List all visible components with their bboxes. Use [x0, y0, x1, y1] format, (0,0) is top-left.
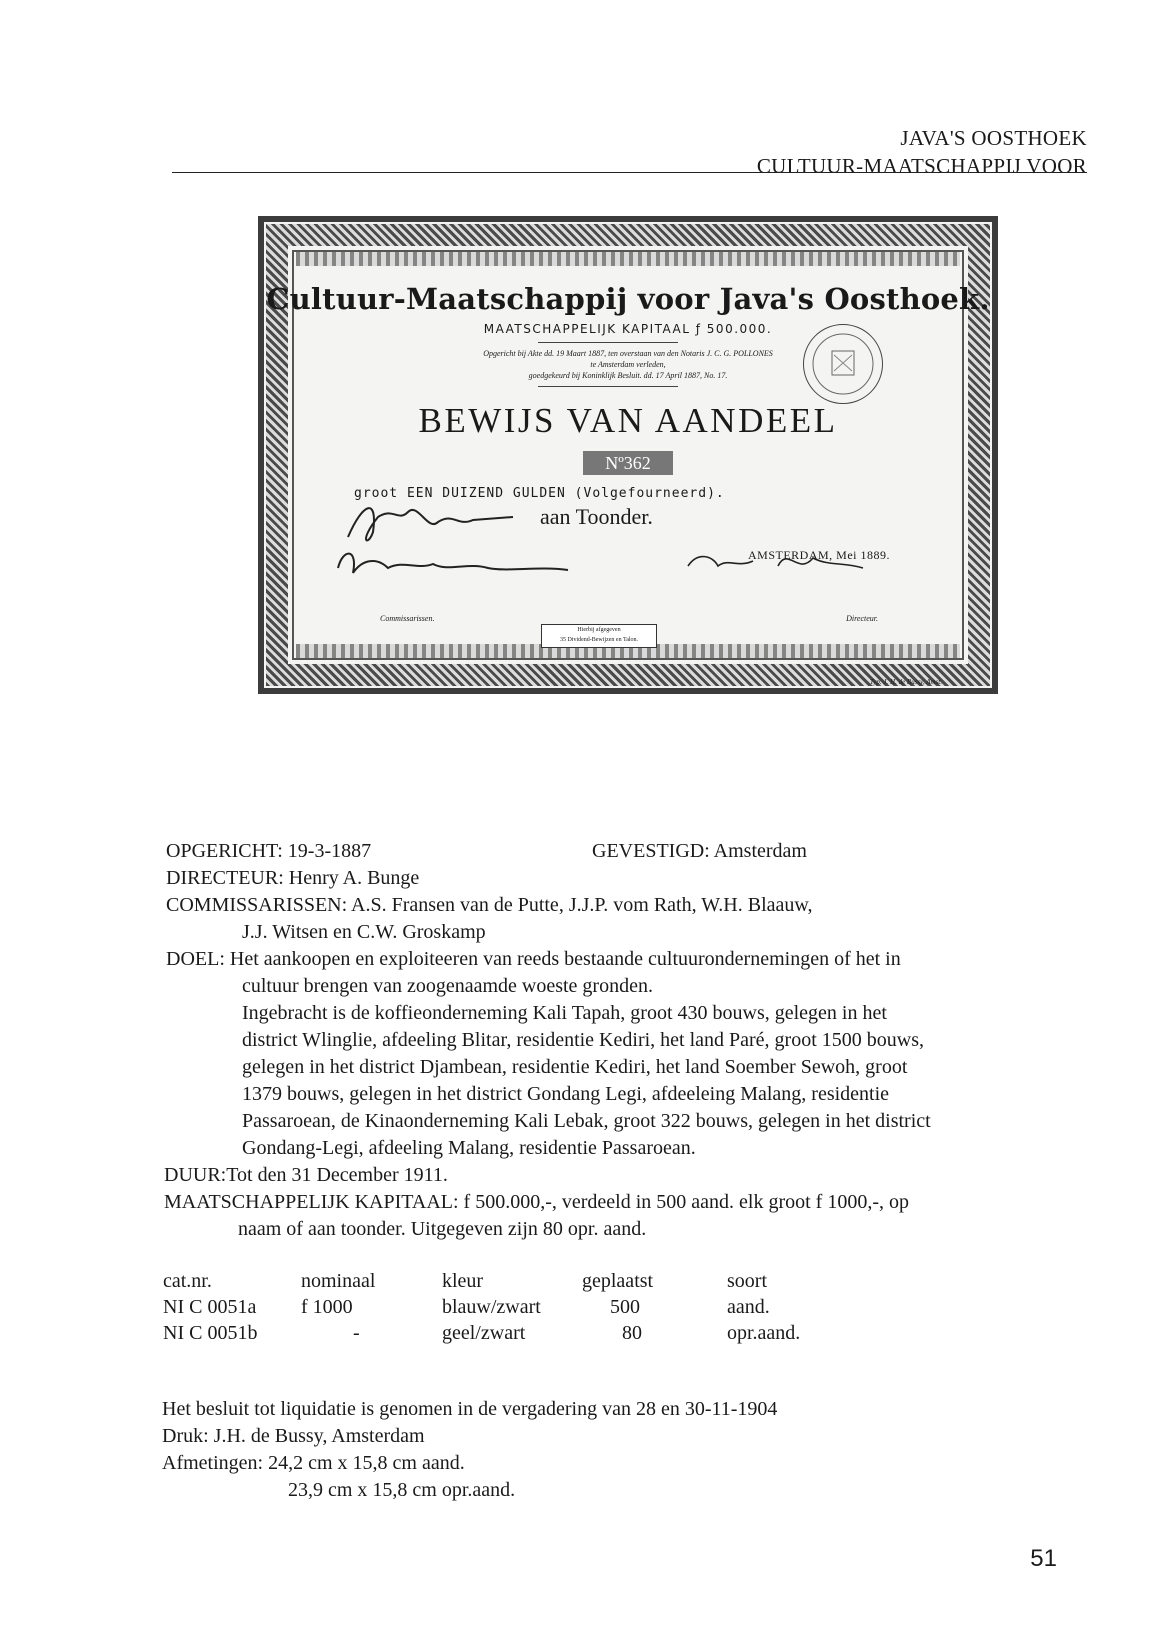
- certificate-role-commissarissen: Commissarissen.: [380, 614, 435, 623]
- table-cell-catnr: NI C 0051b: [163, 1322, 258, 1344]
- commissarissen-line-2: J.J. Witsen en C.W. Groskamp: [242, 921, 486, 943]
- certificate-number: Nº362: [583, 451, 673, 475]
- duur-line: DUUR:Tot den 31 December 1911.: [164, 1164, 448, 1186]
- certificate-printer: Typ. J. H. de Bussy, Amst.: [869, 678, 942, 686]
- table-cell-nominaal: f 1000: [301, 1296, 353, 1318]
- gevestigd-line: GEVESTIGD: Amsterdam: [592, 840, 807, 862]
- doel-line-4: district Wlinglie, afdeeling Blitar, residentie Kediri, het land Paré, groot 1500 bouws,: [242, 1029, 925, 1051]
- header-rule: [172, 172, 1087, 173]
- certificate-divider: [538, 342, 678, 343]
- commissarissen-line-1: COMMISSARISSEN: A.S. Fransen van de Putte, J.J.P. vom Rath, W.H. Blaauw,: [166, 894, 813, 916]
- table-cell-geplaatst: 500: [610, 1296, 640, 1318]
- table-cell-kleur: blauw/zwart: [442, 1296, 541, 1318]
- table-cell-nominaal: -: [353, 1322, 360, 1344]
- kapitaal-line-2: naam of aan toonder. Uitgegeven zijn 80 opr. aand.: [238, 1218, 647, 1240]
- opgericht-line: OPGERICHT: 19-3-1887: [166, 840, 372, 862]
- certificate-bearer: aan Toonder.: [540, 504, 653, 529]
- doel-line-6: 1379 bouws, gelegen in het district Gondang Legi, afdeeleing Malang, residentie: [242, 1083, 890, 1105]
- table-cell-kleur: geel/zwart: [442, 1322, 526, 1344]
- directeur-line: DIRECTEUR: Henry A. Bunge: [166, 867, 420, 889]
- certificate-place-date: AMSTERDAM, Mei 1889.: [747, 548, 890, 562]
- doel-line-1: DOEL: Het aankoopen en exploiteeren van reeds bestaande cultuurondernemingen of het in: [166, 948, 901, 970]
- stamp-seal-icon: [803, 324, 883, 404]
- certificate-divider: [538, 386, 678, 387]
- table-header-catnr: cat.nr.: [163, 1270, 212, 1292]
- table-cell-soort: opr.aand.: [727, 1322, 801, 1344]
- header-line-2: CULTUUR-MAATSCHAPPIJ VOOR: [756, 154, 1087, 178]
- druk-line: Druk: J.H. de Bussy, Amsterdam: [162, 1425, 425, 1447]
- certificate-top-band: [296, 252, 960, 266]
- page-number: 51: [1030, 1545, 1057, 1572]
- doel-line-2: cultuur brengen van zoogenaamde woeste gronden.: [242, 975, 653, 997]
- liquidatie-line: Het besluit tot liquidatie is genomen in de vergadering van 28 en 30-11-1904: [162, 1398, 778, 1420]
- table-header-kleur: kleur: [442, 1270, 484, 1292]
- signature-commissaris-2: [328, 538, 598, 588]
- share-certificate-image: [258, 216, 998, 694]
- certificate-deed-line-3: goedgekeurd bij Koninklijk Besluit. dd. 17 April 1887, No. 17.: [528, 371, 728, 380]
- table-cell-geplaatst: 80: [622, 1322, 642, 1344]
- header-line-1: JAVA'S OOSTHOEK: [900, 126, 1087, 150]
- afmetingen-line-2: 23,9 cm x 15,8 cm opr.aand.: [288, 1479, 516, 1501]
- certificate-heading: BEWIJS VAN AANDEEL: [418, 401, 838, 440]
- coupon-line-2: 35 Dividend-Bewijzen en Talon.: [559, 637, 639, 643]
- certificate-coupon-note: [541, 624, 657, 648]
- certificate-title: Cultuur-Maatschappij voor Java's Oosthoek.: [266, 282, 990, 316]
- certificate-capital: MAATSCHAPPELIJK KAPITAAL ƒ 500.000.: [483, 322, 773, 336]
- certificate-deed-line-1: Opgericht bij Akte dd. 19 Maart 1887, ten overstaan van den Notaris J. C. G. POLLONES: [483, 349, 773, 358]
- doel-line-8: Gondang-Legi, afdeeling Malang, residentie Passaroean.: [242, 1137, 696, 1159]
- table-cell-catnr: NI C 0051a: [163, 1296, 257, 1318]
- certificate-role-directeur: Directeur.: [846, 614, 878, 623]
- afmetingen-line-1: Afmetingen: 24,2 cm x 15,8 cm aand.: [162, 1452, 465, 1474]
- doel-line-3: Ingebracht is de koffieonderneming Kali Tapah, groot 430 bouws, gelegen in het: [242, 1002, 887, 1024]
- table-header-soort: soort: [727, 1270, 767, 1292]
- table-header-geplaatst: geplaatst: [582, 1270, 654, 1292]
- table-cell-soort: aand.: [727, 1296, 770, 1318]
- certificate-amount-line: groot EEN DUIZEND GULDEN (Volgefourneerd).: [354, 486, 725, 501]
- signature-directeur: [678, 536, 878, 586]
- table-header-nominaal: nominaal: [301, 1270, 376, 1292]
- kapitaal-line-1: MAATSCHAPPELIJK KAPITAAL: f 500.000,-, verdeeld in 500 aand. elk groot f 1000,-, op: [164, 1191, 909, 1213]
- doel-line-5: gelegen in het district Djambean, residentie Kediri, het land Soember Sewoh, groot: [242, 1056, 908, 1078]
- certificate-deed-line-2: te Amsterdam verleden,: [590, 360, 666, 369]
- doel-line-7: Passaroean, de Kinaonderneming Kali Lebak, groot 322 bouws, gelegen in het district: [242, 1110, 931, 1132]
- coupon-line-1: Hierbij afgegeven: [577, 627, 621, 633]
